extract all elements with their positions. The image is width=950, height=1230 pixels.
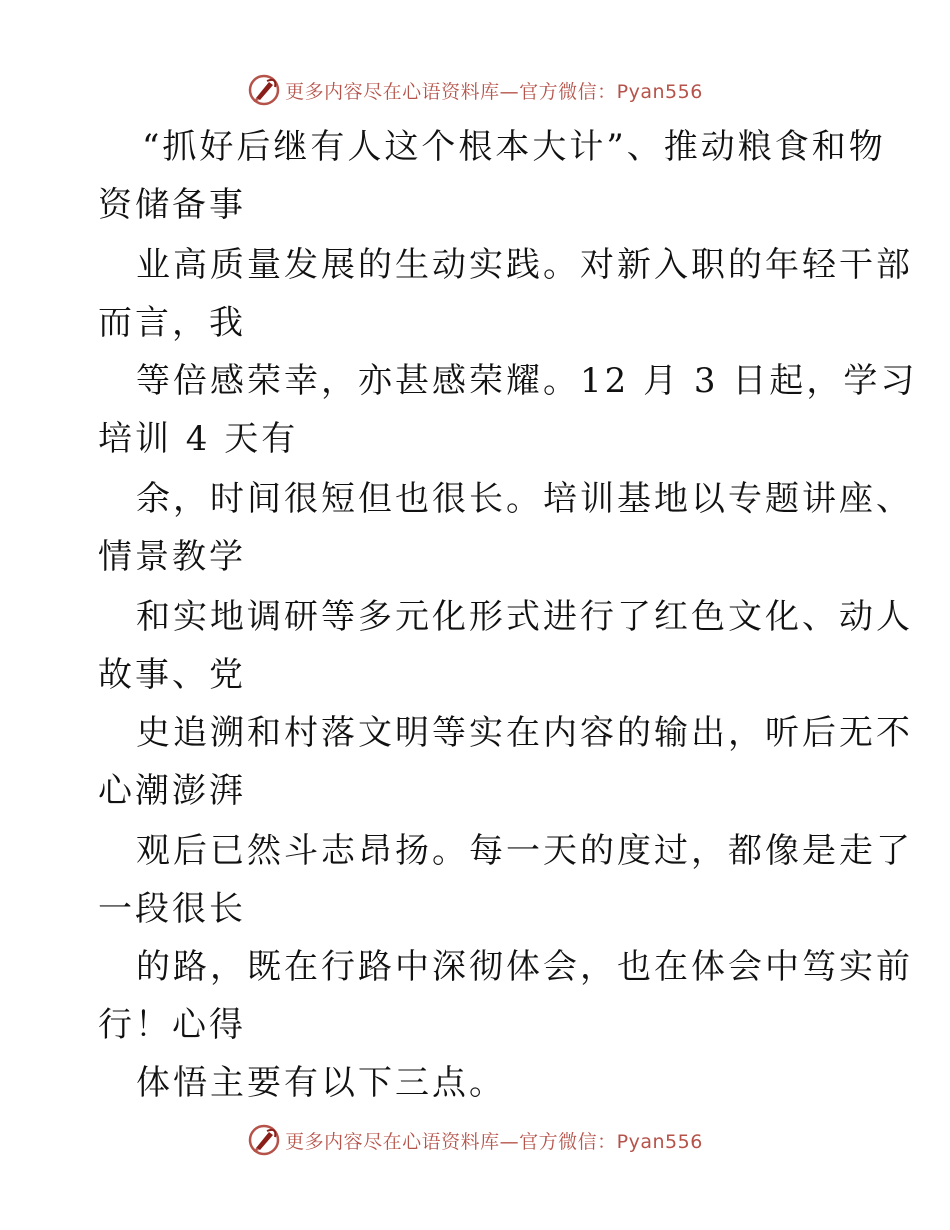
paragraph-line: 等倍感荣幸，亦甚感荣耀。12 月 3 日起，学习 [136, 361, 918, 401]
paragraph-line: 业高质量发展的生动实践。对新入职的年轻干部 [136, 245, 913, 285]
paragraph-line: 情景教学 [98, 537, 246, 577]
paragraph-line: 而言，我 [98, 303, 246, 343]
header-banner-text: 更多内容尽在心语资料库—官方微信：Pyan556 [285, 80, 703, 103]
paragraph-line: 的路，既在行路中深彻体会，也在体会中笃实前 [136, 947, 913, 987]
paragraph-line: 体悟主要有以下三点。 [136, 1063, 506, 1103]
footer-banner [0, 1120, 950, 1160]
paragraph-line: 故事、党 [98, 655, 246, 695]
footer-banner-text: 更多内容尽在心语资料库—官方微信：Pyan556 [285, 1130, 703, 1153]
paragraph-line: 心潮澎湃 [98, 771, 246, 811]
paragraph-line: 观后已然斗志昂扬。每一天的度过，都像是走了 [136, 831, 913, 871]
paragraph-line: 一段很长 [98, 889, 246, 929]
paragraph-line: 余，时间很短但也很长。培训基地以专题讲座、 [136, 479, 913, 519]
paragraph-line: 和实地调研等多元化形式进行了红色文化、动人 [136, 597, 913, 637]
paragraph-line: “抓好后继有人这个根本大计”、推动粮食和物 [142, 127, 886, 167]
pen-logo-icon [247, 1123, 281, 1157]
paragraph-line: 行！心得 [98, 1005, 246, 1045]
header-banner [0, 70, 950, 110]
pen-logo-icon [247, 73, 281, 107]
paragraph-line: 培训 4 天有 [98, 419, 299, 459]
paragraph-line: 史追溯和村落文明等实在内容的输出，听后无不 [136, 713, 913, 753]
paragraph-line: 资储备事 [98, 185, 246, 225]
